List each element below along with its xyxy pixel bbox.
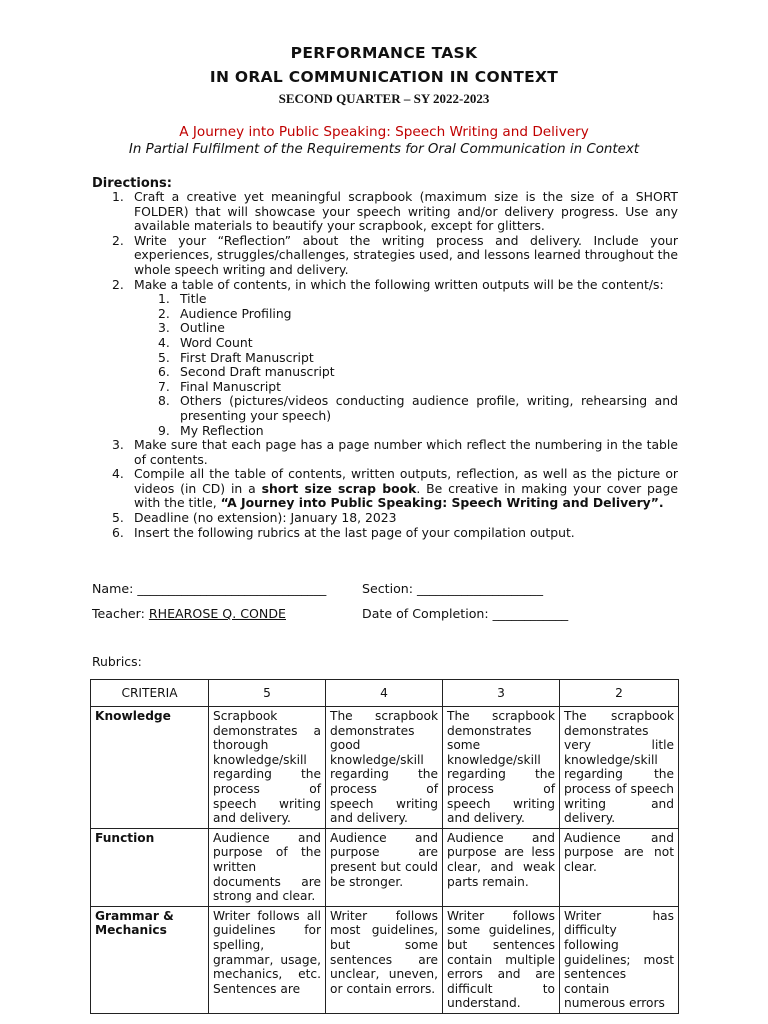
directions-label: Directions:	[92, 176, 172, 191]
name-row	[92, 581, 326, 596]
criteria-cell: Grammar & Mechanics	[91, 906, 209, 1013]
name-field[interactable]: ______________________________	[137, 581, 327, 596]
header-score-3: 3	[443, 680, 560, 707]
criteria-cell: Knowledge	[91, 707, 209, 829]
title-line-2: IN ORAL COMMUNICATION IN CONTEXT	[209, 68, 559, 86]
contents-item: 5. First Draft Manuscript	[158, 349, 314, 365]
direction-item: 1. Craft a creative yet meaningful scrapbook (maximum size is the size of a SHORT FOLDER) that will showcase your speech writing and/or delivery progress. Use any available materials to beautify your scrapbook, except for glitters.	[112, 189, 678, 234]
task-subtitle: A Journey into Public Speaking: Speech Writing and Delivery	[179, 124, 589, 140]
rubric-cell: Audience and purpose are not clear.	[560, 828, 679, 906]
rubrics-label: Rubrics:	[92, 654, 142, 669]
completion-row	[362, 606, 568, 621]
contents-item: 3. Outline	[158, 320, 225, 336]
contents-item: 6. Second Draft manuscript	[158, 364, 335, 380]
quarter-line: SECOND QUARTER – SY 2022-2023	[278, 91, 490, 106]
contents-item: 9. My Reflection	[158, 422, 264, 438]
direction-item: 5. Deadline (no extension): January 18, 2023	[112, 510, 397, 526]
table-row	[91, 906, 679, 1013]
contents-item: 4. Word Count	[158, 334, 253, 350]
title-line-1: PERFORMANCE TASK	[290, 44, 478, 62]
contents-item: 1. Title	[158, 291, 207, 307]
contents-item: 2. Audience Profiling	[158, 305, 292, 321]
teacher-label: Teacher:	[92, 606, 149, 621]
section-field[interactable]: ____________________	[417, 581, 543, 596]
table-row	[91, 707, 679, 829]
partial-fulfilment-line: In Partial Fulfilment of the Requirements for Oral Communication in Context	[128, 142, 640, 157]
teacher-row	[92, 606, 286, 621]
section-label: Section:	[362, 581, 418, 596]
header-score-5: 5	[209, 680, 326, 707]
contents-list	[158, 292, 678, 438]
rubric-cell: Writer follows all guidelines for spelling, grammar, usage, mechanics, etc. Sentences are	[209, 906, 326, 1013]
header-criteria: CRITERIA	[91, 680, 209, 707]
teacher-name: RHEAROSE Q. CONDE	[148, 606, 286, 621]
contents-item: 8. Others (pictures/videos conducting audience profile, writing, rehearsing and presenting your speech)	[158, 393, 678, 423]
direction-item: 3. Make sure that each page has a page number which reflect the numbering in the table of contents.	[112, 437, 678, 467]
rubric-cell: Audience and purpose are present but could be stronger.	[326, 828, 443, 906]
direction-item: 4. Compile all the table of contents, written outputs, reflection, as well as the picture or videos (in CD) in a short size scrap book. Be creative in making your cover page with the title, “A Journey into Public Speaking: Speech Writing and Delivery”.	[112, 466, 678, 511]
rubric-cell: The scrapbook demonstrates good knowledge/skill regarding the process of speech writing and delivery.	[326, 707, 443, 829]
direction-item: 2. Write your “Reflection” about the writing process and delivery. Include your experiences, struggles/challenges, strategies used, and lessons learned throughout the whole speech writing and delivery.	[112, 232, 678, 277]
rubric-cell: The scrapbook demonstrates some knowledge/skill regarding the process of speech writing and delivery.	[443, 707, 560, 829]
rubric-cell: The scrapbook demonstrates very litle knowledge/skill regarding the process of speech writing and delivery.	[560, 707, 679, 829]
contents-item: 7. Final Manuscript	[158, 378, 282, 394]
rubric-cell: Audience and purpose of the written documents are strong and clear.	[209, 828, 326, 906]
header-score-2: 2	[560, 680, 679, 707]
rubric-cell: Scrapbook demonstrates a thorough knowledge/skill regarding the process of speech writing and delivery.	[209, 707, 326, 829]
rubric-cell: Writer follows some guidelines, but sentences contain multiple errors and are difficult to understand.	[443, 906, 560, 1013]
rubrics-table	[90, 679, 679, 1014]
rubric-cell: Writer has difficulty following guidelines; most sentences contain numerous errors	[560, 906, 679, 1013]
rubrics-header-row	[91, 680, 679, 707]
completion-field[interactable]: ____________	[492, 606, 569, 621]
name-label: Name:	[92, 581, 138, 596]
criteria-cell: Function	[91, 828, 209, 906]
completion-label: Date of Completion:	[362, 606, 493, 621]
table-row	[91, 828, 679, 906]
directions-list	[112, 190, 678, 540]
rubric-cell: Audience and purpose are less clear, and weak parts remain.	[443, 828, 560, 906]
header-score-4: 4	[326, 680, 443, 707]
direction-item: 6. Insert the following rubrics at the last page of your compilation output.	[112, 524, 575, 540]
section-row	[362, 581, 543, 596]
rubric-cell: Writer follows most guidelines, but some sentences are unclear, uneven, or contain errors.	[326, 906, 443, 1013]
direction-item: 2. Make a table of contents, in which the following written outputs will be the content/s: 1. Title 2. Audience Profiling 3. Outline 4. Word Count 5. First Draft Manuscript 6. Second Draft manuscript 7. Final Manuscript 8. Others (pictures/videos conducting audience profile, writing, rehearsing and presenting your speech) 9. My Reflection	[112, 276, 678, 438]
